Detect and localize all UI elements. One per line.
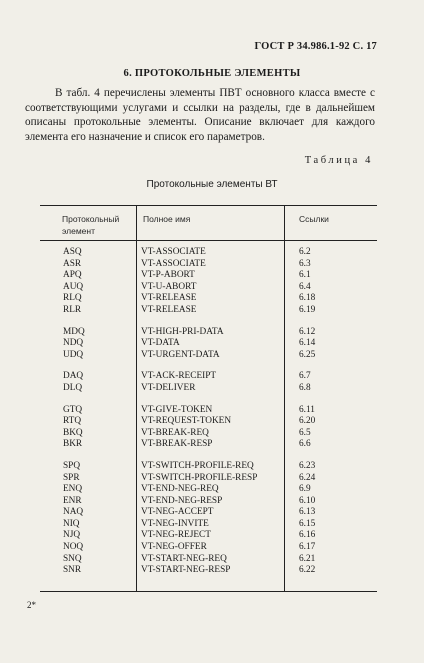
- cell-element: ENR: [63, 495, 82, 506]
- table-title: Протокольные элементы ВТ: [146, 179, 278, 190]
- cell-full-name: VT-RELEASE: [141, 304, 197, 315]
- cell-reference: 6.6: [299, 439, 311, 450]
- cell-element: ASQ: [63, 247, 82, 257]
- cell-element: NOQ: [63, 542, 84, 553]
- table-row: [40, 405, 377, 417]
- table-row: [40, 416, 377, 428]
- cell-full-name: VT-U-ABORT: [141, 281, 197, 292]
- table-row: [40, 259, 377, 271]
- cell-full-name: VT-SWITCH-PROFILE-RESP: [141, 472, 258, 483]
- cell-reference: 6.12: [299, 326, 316, 337]
- cell-element: APQ: [63, 270, 82, 281]
- table-row: [40, 554, 377, 566]
- cell-full-name: VT-START-NEG-REQ: [141, 553, 227, 564]
- cell-full-name: VT-START-NEG-RESP: [141, 565, 231, 576]
- column-header-full-name: Полное имя: [143, 214, 191, 224]
- cell-full-name: VT-END-NEG-REQ: [141, 484, 219, 495]
- cell-reference: 6.8: [299, 382, 311, 393]
- cell-full-name: VT-NEG-INVITE: [141, 518, 209, 529]
- cell-full-name: VT-BREAK-RESP: [141, 439, 213, 450]
- cell-full-name: VT-HIGH-PRI-DATA: [141, 326, 224, 337]
- table-row: [40, 371, 377, 383]
- cell-full-name: VT-END-NEG-RESP: [141, 495, 223, 506]
- cell-reference: 6.21: [299, 553, 316, 564]
- cell-element: RLR: [63, 304, 82, 315]
- cell-full-name: VT-SWITCH-PROFILE-REQ: [141, 460, 254, 471]
- cell-full-name: VT-NEG-REJECT: [141, 530, 211, 541]
- cell-reference: 6.23: [299, 460, 316, 471]
- cell-reference: 6.5: [299, 427, 311, 438]
- table-row: [40, 507, 377, 519]
- cell-element: NJQ: [63, 530, 81, 541]
- cell-reference: 6.1: [299, 270, 311, 281]
- cell-element: NAQ: [63, 507, 84, 518]
- cell-element: MDQ: [63, 326, 85, 337]
- table-row: [40, 484, 377, 496]
- cell-element: AUQ: [63, 281, 84, 292]
- cell-element: BKQ: [63, 427, 83, 438]
- table-top-rule: [40, 205, 377, 206]
- cell-full-name: VT-GIVE-TOKEN: [141, 404, 213, 415]
- table-row: [40, 565, 377, 577]
- table-row: [40, 473, 377, 485]
- cell-element: RTQ: [63, 416, 82, 427]
- cell-reference: 6.2: [299, 247, 311, 257]
- cell-element: SPR: [63, 472, 80, 483]
- cell-reference: 6.20: [299, 416, 316, 427]
- page-mark: 2*: [27, 600, 36, 610]
- cell-reference: 6.3: [299, 258, 311, 269]
- table-row: [40, 383, 377, 395]
- cell-reference: 6.10: [299, 495, 316, 506]
- cell-reference: 6.17: [299, 542, 316, 553]
- cell-element: NIQ: [63, 518, 80, 529]
- cell-element: SNQ: [63, 553, 82, 564]
- running-head: ГОСТ Р 34.986.1-92 С. 17: [254, 41, 377, 52]
- cell-reference: 6.9: [299, 484, 311, 495]
- cell-reference: 6.14: [299, 338, 316, 349]
- table-body: [40, 247, 377, 577]
- section-title: 6. ПРОТОКОЛЬНЫЕ ЭЛЕМЕНТЫ: [123, 68, 301, 79]
- cell-full-name: VT-ASSOCIATE: [141, 247, 206, 257]
- cell-full-name: VT-P-ABORT: [141, 270, 195, 281]
- table-header-rule: [40, 240, 377, 241]
- cell-element: ENQ: [63, 484, 83, 495]
- cell-element: RLQ: [63, 293, 82, 304]
- table-row: [40, 338, 377, 350]
- table-row: [40, 293, 377, 305]
- table-row: [40, 305, 377, 317]
- cell-full-name: VT-URGENT-DATA: [141, 349, 220, 360]
- column-header-element: Протокольный элемент: [62, 214, 120, 236]
- cell-element: ASR: [63, 258, 82, 269]
- cell-reference: 6.4: [299, 281, 311, 292]
- cell-element: DLQ: [63, 382, 83, 393]
- cell-reference: 6.18: [299, 293, 316, 304]
- cell-full-name: VT-NEG-OFFER: [141, 542, 207, 553]
- cell-full-name: VT-DELIVER: [141, 382, 196, 393]
- cell-element: BKR: [63, 439, 83, 450]
- table-row: [40, 542, 377, 554]
- table-bottom-rule: [40, 591, 377, 592]
- cell-full-name: VT-RELEASE: [141, 293, 197, 304]
- table-row: [40, 496, 377, 508]
- table-row: [40, 519, 377, 531]
- cell-reference: 6.16: [299, 530, 316, 541]
- cell-element: SNR: [63, 565, 82, 576]
- table-label: Таблица 4: [304, 155, 373, 166]
- column-header-references: Ссылки: [299, 214, 329, 224]
- cell-reference: 6.7: [299, 371, 311, 382]
- table-row: [40, 530, 377, 542]
- cell-element: DAQ: [63, 371, 84, 382]
- table-row: [40, 350, 377, 362]
- cell-reference: 6.15: [299, 518, 316, 529]
- cell-reference: 6.25: [299, 349, 316, 360]
- table-row: [40, 439, 377, 451]
- cell-full-name: VT-DATA: [141, 338, 180, 349]
- cell-reference: 6.24: [299, 472, 316, 483]
- cell-full-name: VT-BREAK-REQ: [141, 427, 209, 438]
- cell-element: NDQ: [63, 338, 84, 349]
- cell-reference: 6.11: [299, 404, 315, 415]
- cell-full-name: VT-REQUEST-TOKEN: [141, 416, 232, 427]
- cell-element: GTQ: [63, 404, 83, 415]
- table-row: [40, 270, 377, 282]
- cell-full-name: VT-NEG-ACCEPT: [141, 507, 214, 518]
- table-row: [40, 247, 377, 259]
- body-paragraph: В табл. 4 перечислены элементы ПВТ основного класса вместе с соответствующими услугами и ссылки на разделы, где в дальнейшем описаны протокольные элементы. Описание включает для каждого элемента его назначение и список его параметров.: [25, 87, 375, 143]
- table-row: [40, 327, 377, 339]
- table-row: [40, 461, 377, 473]
- cell-reference: 6.13: [299, 507, 316, 518]
- cell-reference: 6.19: [299, 304, 316, 315]
- cell-full-name: VT-ACK-RECEIPT: [141, 371, 217, 382]
- table-row: [40, 282, 377, 294]
- table-row: [40, 428, 377, 440]
- cell-full-name: VT-ASSOCIATE: [141, 258, 206, 269]
- cell-reference: 6.22: [299, 565, 316, 576]
- cell-element: SPQ: [63, 460, 81, 471]
- cell-element: UDQ: [63, 349, 84, 360]
